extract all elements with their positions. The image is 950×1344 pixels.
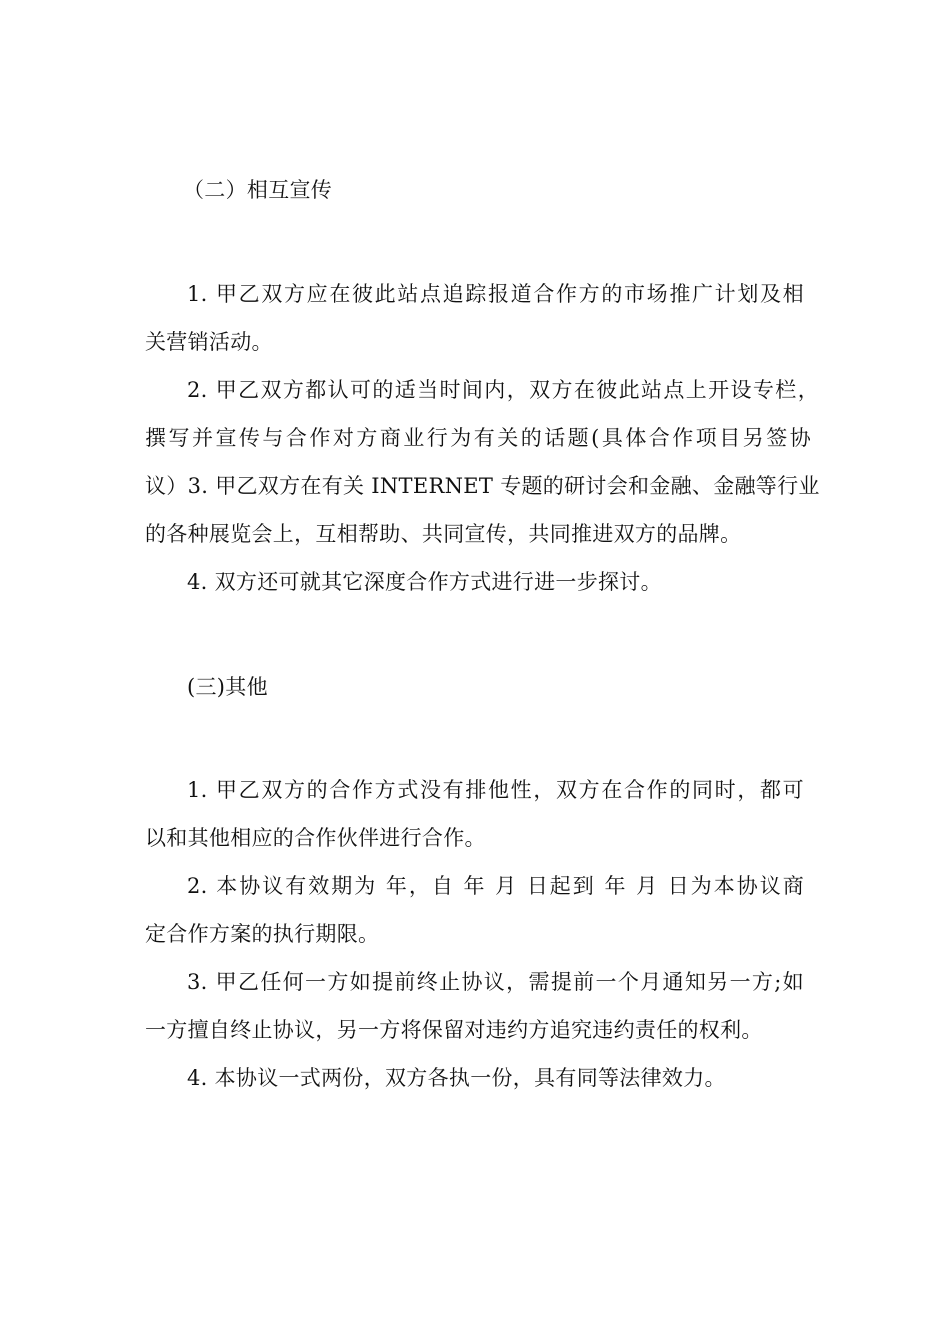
paragraph-line: 1. 甲乙双方应在彼此站点追踪报道合作方的市场推广计划及相 (187, 282, 804, 306)
paragraph-line: 定合作方案的执行期限。 (145, 922, 380, 946)
paragraph-line: 撰写并宣传与合作对方商业行为有关的话题(具体合作项目另签协 (145, 426, 811, 450)
paragraph-line: 以和其他相应的合作伙伴进行合作。 (145, 826, 486, 850)
paragraph-line: 2. 本协议有效期为 年，自 年 月 日起到 年 月 日为本协议商 (187, 874, 804, 898)
paragraph-line: 3. 甲乙任何一方如提前终止协议，需提前一个月通知另一方;如 (187, 970, 804, 994)
paragraph-line: 一方擅自终止协议，另一方将保留对违约方追究违约责任的权利。 (145, 1018, 763, 1042)
paragraph-line: 4. 本协议一式两份，双方各执一份，具有同等法律效力。 (187, 1066, 726, 1090)
paragraph-line: 1. 甲乙双方的合作方式没有排他性，双方在合作的同时，都可 (187, 778, 804, 802)
paragraph-line: 的各种展览会上，互相帮助、共同宣传，共同推进双方的品牌。 (145, 522, 742, 546)
paragraph-line: 4. 双方还可就其它深度合作方式进行进一步探讨。 (187, 570, 662, 594)
section-heading-mutual-promotion: （二）相互宣传 (183, 178, 333, 202)
paragraph-line: 关营销活动。 (145, 330, 273, 354)
paragraph-line: 议）3. 甲乙双方在有关 INTERNET 专题的研讨会和金融、金融等行业 (145, 474, 820, 498)
section-heading-other: (三)其他 (187, 675, 268, 699)
paragraph-line: 2. 甲乙双方都认可的适当时间内，双方在彼此站点上开设专栏， (187, 378, 819, 402)
